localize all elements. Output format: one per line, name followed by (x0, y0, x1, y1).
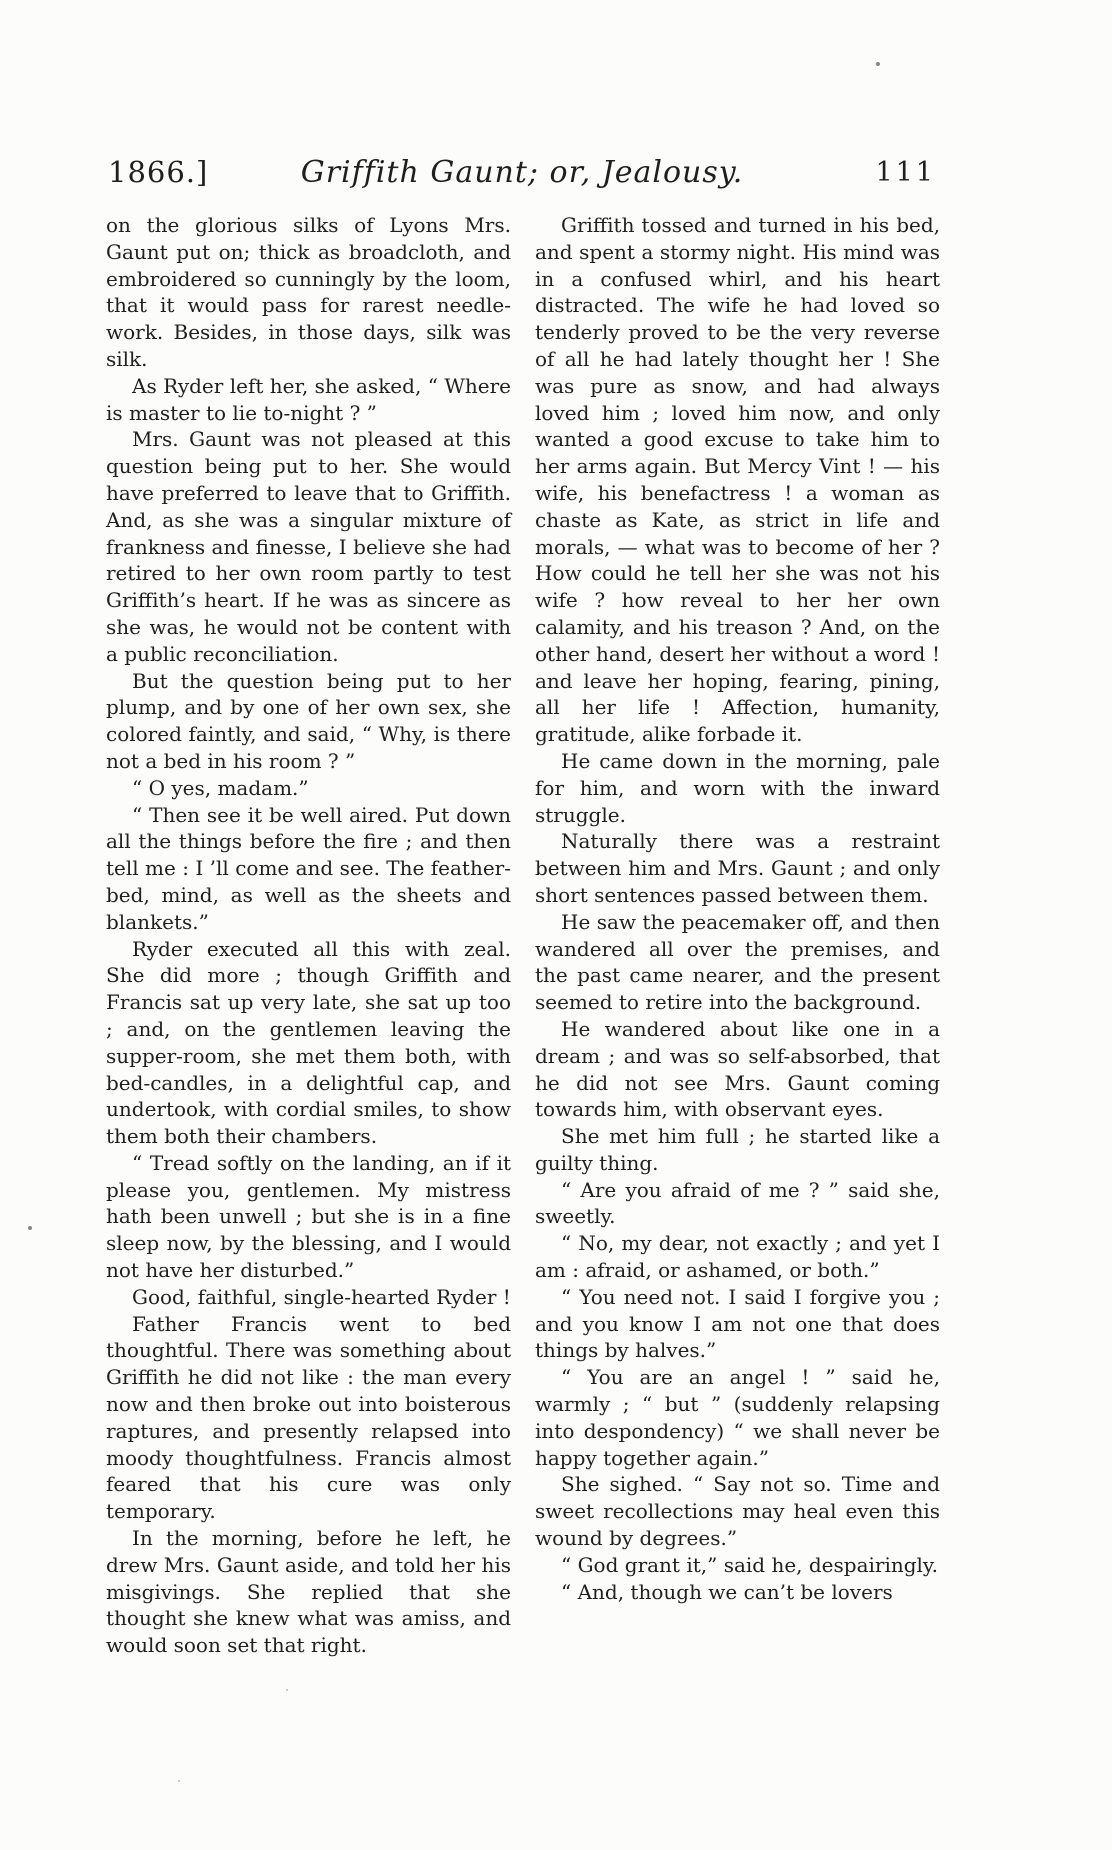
paper-speck (286, 1689, 288, 1691)
paragraph: Naturally there was a restraint between him and Mrs. Gaunt ; and only short sentences passed between them. (535, 829, 940, 907)
paragraph: She sighed. “ Say not so. Time and sweet recollections may heal even this wound by degrees.” (535, 1472, 940, 1551)
paragraph: “ God grant it,” said he, despairingly. (561, 1552, 938, 1577)
paper-speck (178, 1780, 180, 1782)
paragraph: “ And, though we can’t be lovers (561, 1579, 893, 1604)
paragraph: He saw the peacemaker off, and then wandered all over the premises, and the past came nearer, and the present seemed to retire into the background. (535, 909, 940, 1015)
paragraph: He came down in the morning, pale for him, and worn with the inward struggle. (535, 748, 940, 827)
paragraph: on the glorious silks of Lyons Mrs. Gaunt put on; thick as broadcloth, and embroidered so cunningly by the loom, that it would pass for rarest needle-work. Besides, in those days, silk was silk. (106, 213, 511, 371)
header-date: 1866.] (108, 155, 209, 189)
paragraph: “ Are you afraid of me ? ” said she, sweetly. (535, 1177, 940, 1229)
paragraph: He wandered about like one in a dream ; and was so self-absorbed, that he did not see Mrs. Gaunt coming towards him, with observant eyes. (535, 1016, 940, 1122)
paper-speck (876, 62, 880, 66)
paragraph: She met him full ; he started like a guilty thing. (535, 1124, 940, 1175)
paper-speck (28, 1226, 32, 1230)
left-column (106, 212, 511, 1659)
right-column (535, 212, 940, 1605)
paragraph: “ Tread softly on the landing, an if it please you, gentlemen. My mistress hath been unwell ; but she is in a fine sleep now, by the blessing, and I would not have her disturbed.” (106, 1150, 511, 1283)
paragraph: Ryder executed all this with zeal. She did more ; though Griffith and Francis sat up very late, she sat up too ; and, on the gentlemen leaving the supper-room, she met them both, with bed-candles, in a delightful cap, and undertook, with cordial smiles, to show them both their chambers. (106, 936, 511, 1149)
page-number: 111 (875, 157, 936, 188)
paragraph: But the question being put to her plump, and by one of her own sex, she colored faintly, and said, “ Why, is there not a bed in his room ? ” (106, 668, 511, 773)
paragraph: Mrs. Gaunt was not pleased at this question being put to her. She would have preferred to leave that to Griffith. And, as she was a singular mixture of frankness and finesse, I believe she had retired to her own room partly to test Griffith’s heart. If he was as sincere as she was, he would not be content with a public reconciliation. (106, 427, 511, 666)
paragraph: “ You need not. I said I forgive you ; and you know I am not one that does things by halves.” (535, 1284, 940, 1363)
paragraph: In the morning, before he left, he drew Mrs. Gaunt aside, and told her his misgivings. She replied that she thought she knew what was amiss, and would soon set that right. (106, 1526, 511, 1658)
paragraph: As Ryder left her, she asked, “ Where is master to lie to-night ? ” (106, 373, 511, 425)
paragraph: Griffith tossed and turned in his bed, and spent a stormy night. His mind was in a confused whirl, and his heart distracted. The wife he had loved so tenderly proved to be the very reverse of all he had lately thought her ! She was pure as snow, and had always loved him ; loved him now, and only wanted a good excuse to take him to her arms again. But Mercy Vint ! — his wife, his benefactress ! a woman as chaste as Kate, as strict in life and morals, — what was to become of her ? How could he tell her she was not his wife ? how reveal to her her own calamity, and his treason ? And, on the other hand, desert her without a word ! and leave her hoping, fearing, pining, all her life ! Affection, humanity, gratitude, alike forbade it. (535, 213, 940, 747)
paragraph: “ Then see it be well aired. Put down all the things before the fire ; and then tell me : I ’ll come and see. The feather-bed, mind, as well as the sheets and blankets.” (106, 802, 511, 934)
paragraph: “ No, my dear, not exactly ; and yet I am : afraid, or ashamed, or both.” (535, 1231, 940, 1283)
paragraph: “ O yes, madam.” (132, 775, 309, 800)
running-header (108, 155, 936, 195)
paragraph: Good, faithful, single-hearted Ryder ! (132, 1284, 511, 1309)
header-title: Griffith Gaunt; or, Jealousy. (300, 155, 744, 190)
paragraph: “ You are an angel ! ” said he, warmly ; “ but ” (suddenly relapsing into despondency) “ we shall never be happy together again.” (535, 1365, 940, 1470)
paragraph: Father Francis went to bed thoughtful. There was something about Griffith he did not like : the man every now and then broke out into boisterous raptures, and presently relapsed into moody thoughtfulness. Francis almost feared that his cure was only temporary. (106, 1311, 511, 1524)
